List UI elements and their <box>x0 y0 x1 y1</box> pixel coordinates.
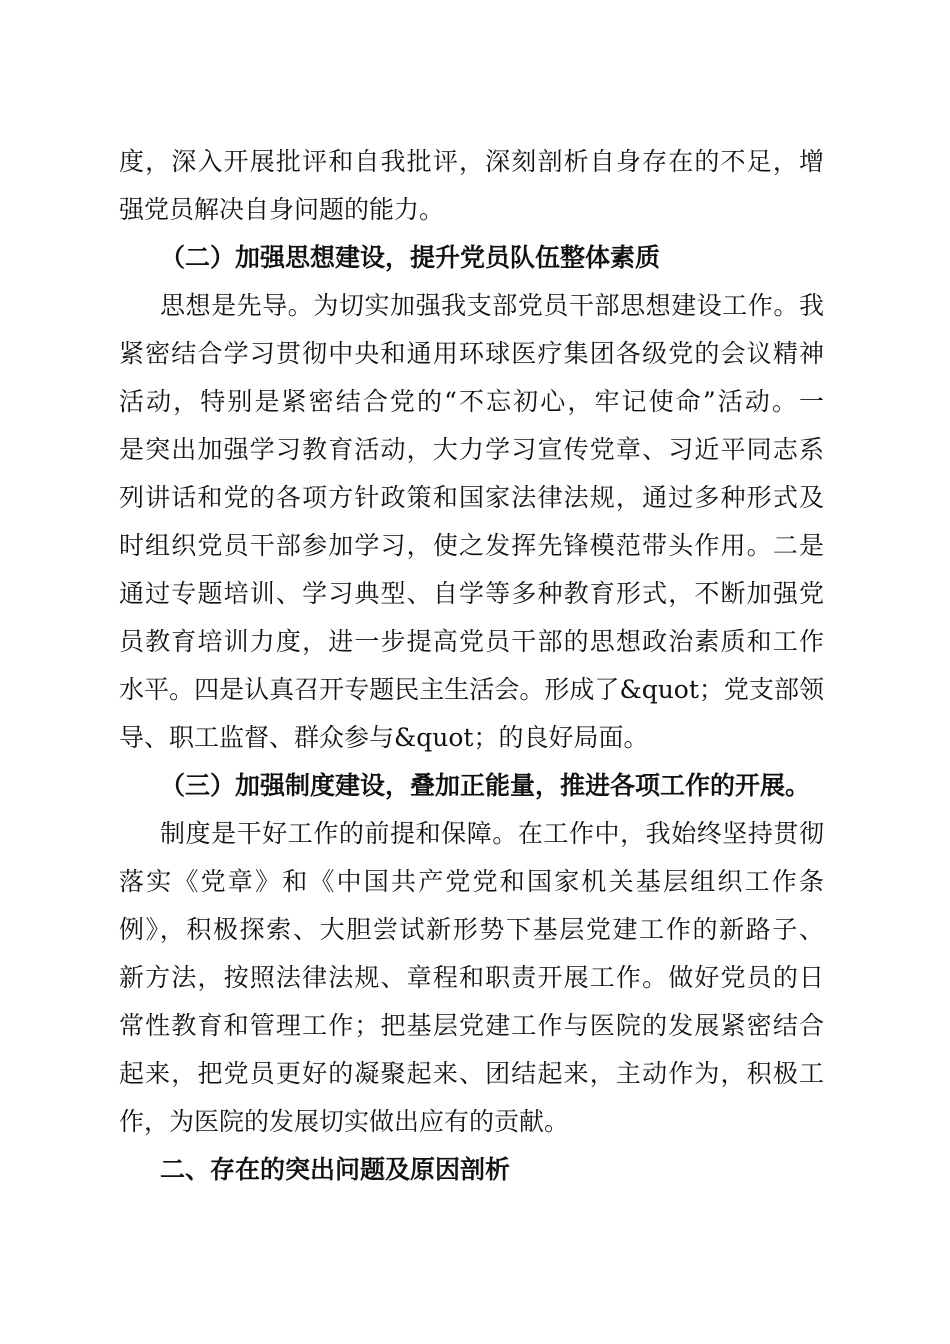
paragraph-line: 是突出加强学习教育活动，大力学习宣传党章、习近平同志系 <box>119 435 824 464</box>
paragraph-line: 常性教育和管理工作；把基层党建工作与医院的发展紧密结合 <box>119 1011 824 1040</box>
paragraph-line: 强党员解决自身问题的能力。 <box>119 195 445 224</box>
paragraph-line: 新方法，按照法律法规、章程和职责开展工作。做好党员的日 <box>119 963 824 992</box>
paragraph-line: 紧密结合学习贯彻中央和通用环球医疗集团各级党的会议精神 <box>119 339 824 368</box>
subsection-heading: （二）加强思想建设，提升党员队伍整体素质 <box>160 243 661 272</box>
subsection-heading: （三）加强制度建设，叠加正能量，推进各项工作的开展。 <box>160 771 811 800</box>
paragraph-line: 例》，积极探索、大胆尝试新形势下基层党建工作的新路子、 <box>119 915 824 944</box>
paragraph-line: 导、职工监督、群众参与&quot；的良好局面。 <box>119 723 649 752</box>
paragraph-line: 水平。四是认真召开专题民主生活会。形成了&quot；党支部领 <box>119 675 824 704</box>
paragraph-line: 列讲话和党的各项方针政策和国家法律法规，通过多种形式及 <box>119 483 824 512</box>
section-heading: 二、存在的突出问题及原因剖析 <box>160 1155 511 1184</box>
paragraph-line: 时组织党员干部参加学习，使之发挥先锋模范带头作用。二是 <box>119 531 824 560</box>
paragraph-line: 起来，把党员更好的凝聚起来、团结起来，主动作为，积极工 <box>119 1059 824 1088</box>
paragraph-line: 通过专题培训、学习典型、自学等多种教育形式，不断加强党 <box>119 579 824 608</box>
paragraph-line: 作，为医院的发展切实做出应有的贡献。 <box>119 1107 570 1136</box>
paragraph-line: 活动，特别是紧密结合党的“不忘初心，牢记使命”活动。一 <box>119 387 824 416</box>
paragraph-line: 员教育培训力度，进一步提高党员干部的思想政治素质和工作 <box>119 627 824 656</box>
paragraph-line: 落实《党章》和《中国共产党党和国家机关基层组织工作条 <box>119 867 824 896</box>
paragraph-line: 制度是干好工作的前提和保障。在工作中，我始终坚持贯彻 <box>160 819 824 848</box>
paragraph-line: 度，深入开展批评和自我批评，深刻剖析自身存在的不足，增 <box>119 147 824 176</box>
paragraph-line: 思想是先导。为切实加强我支部党员干部思想建设工作。我 <box>160 291 824 320</box>
